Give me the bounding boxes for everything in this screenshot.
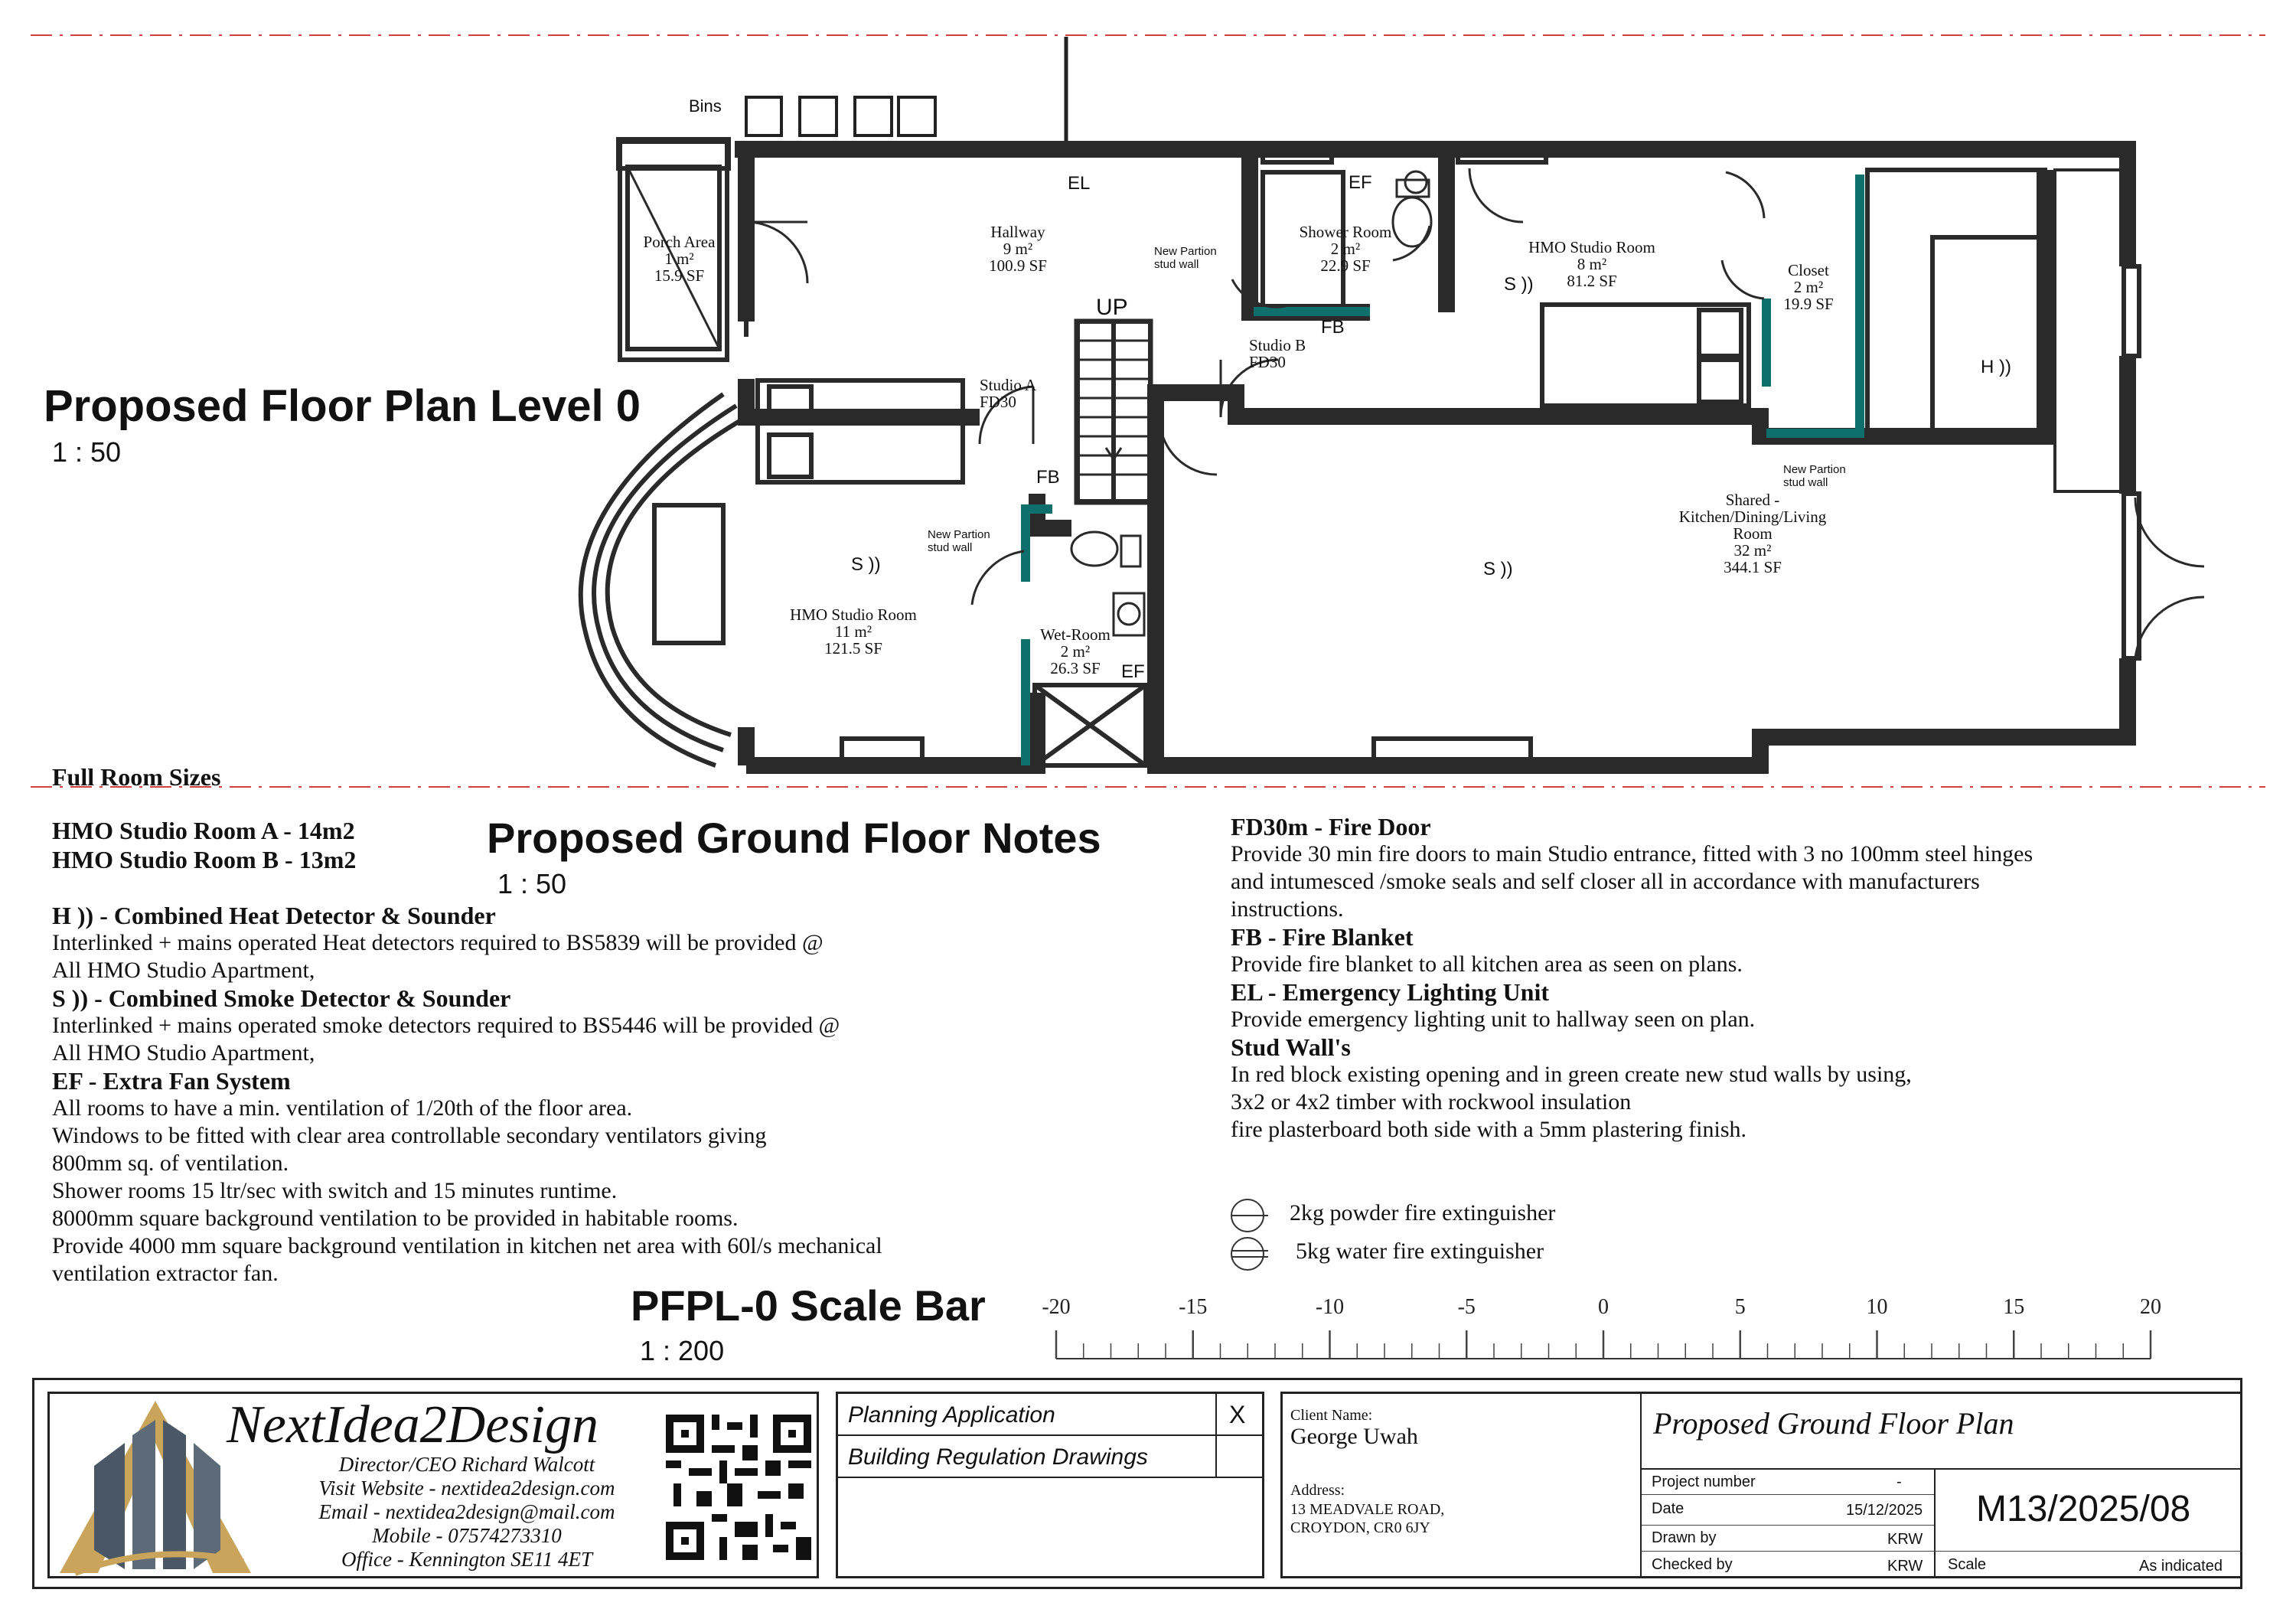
studio-a-door-label: Studio A FD30 (980, 376, 1037, 411)
smoke-detector-note-heading: S )) - Combined Smoke Detector & Sounder (52, 984, 511, 1012)
hmo-studio-top-label: HMO Studio Room 8 m² 81.2 SF (1528, 238, 1655, 290)
status-mark-divider (1215, 1394, 1217, 1478)
stud-walls-note-heading: Stud Wall's (1231, 1033, 1351, 1061)
fire-door-note-heading: FD30m - Fire Door (1231, 813, 1431, 840)
note-line: Provide 30 min fire doors to main Studio entrance, fitted with 3 no 100mm steel hinges (1231, 841, 2033, 866)
note-line: Provide emergency lighting unit to hallway seen on plan. (1231, 1007, 1756, 1032)
drawing-info-divider (1934, 1468, 1936, 1577)
notes-title: Proposed Ground Floor Notes (487, 814, 1101, 862)
drawing-number: M13/2025/08 (1976, 1489, 2191, 1529)
notes-right-column (1231, 813, 2264, 1150)
extractor-fan-label-2: EF (1121, 661, 1145, 682)
drawing-info-top-rule (1642, 1468, 2242, 1470)
checked-by-value: KRW (1887, 1558, 1923, 1575)
note-line: fire plasterboard both side with a 5mm plastering finish. (1231, 1117, 1747, 1142)
plan-scale: 1 : 50 (52, 436, 122, 468)
checked-by-label: Checked by (1652, 1556, 1733, 1573)
drawing-info-rule-2 (1642, 1525, 1934, 1526)
note-line: 8000mm square background ventilation to be provided in habitable rooms. (52, 1206, 739, 1231)
scale-bar-scale: 1 : 200 (640, 1335, 725, 1366)
note-line: Shower rooms 15 ltr/sec with switch and 15 minutes runtime. (52, 1178, 618, 1203)
powder-extinguisher-icon (1228, 1196, 1271, 1235)
fire-blanket-label-1: FB (1321, 317, 1345, 338)
powder-extinguisher-label: 2kg powder fire extinguisher (1290, 1200, 1556, 1225)
plan-title: Proposed Floor Plan Level 0 (44, 381, 641, 431)
client-name: George Uwah (1290, 1424, 1418, 1449)
note-line: instructions. (1231, 896, 1344, 922)
notes-left-column (52, 902, 1085, 1300)
emergency-lighting-note-heading: EL - Emergency Lighting Unit (1231, 978, 1550, 1006)
note-line: Windows to be fitted with clear area controllable secondary ventilators giving (52, 1123, 767, 1148)
emergency-light-label: EL (1068, 173, 1091, 194)
note-line: In red block existing opening and in green create new stud walls by using, (1231, 1062, 1912, 1087)
note-line: 3x2 or 4x2 timber with rockwool insulation (1231, 1089, 1632, 1115)
note-line: Interlinked + mains operated smoke detectors required to BS5446 will be provided @ (52, 1013, 840, 1038)
scale-bar-tick-label: 5 (1734, 1295, 1746, 1319)
date-value: 15/12/2025 (1846, 1502, 1923, 1519)
room-size-a: HMO Studio Room A - 14m2 (52, 817, 355, 844)
project-number-label: Project number (1652, 1474, 1756, 1490)
water-extinguisher-label: 5kg water fire extinguisher (1296, 1239, 1544, 1264)
scale-bar-title: PFPL-0 Scale Bar (631, 1281, 986, 1330)
company-details: Director/CEO Richard Walcott Visit Website - nextidea2design.com Email - nextidea2design@mail.com Mobile - 07574273310 Office - Kennington SE11 4ET (318, 1453, 615, 1571)
water-extinguisher-icon (1228, 1235, 1271, 1273)
shower-room-label: Shower Room 2 m² 22.9 SF (1299, 223, 1392, 275)
new-partition-label-3: New Partion stud wall (928, 528, 990, 554)
studio-b-door-label: Studio B FD30 (1249, 336, 1306, 371)
extractor-fan-label-1: EF (1349, 172, 1372, 193)
planning-application-mark: X (1229, 1401, 1246, 1428)
room-sizes-heading: Full Room Sizes (52, 763, 221, 791)
note-line: All HMO Studio Apartment, (52, 958, 315, 983)
smoke-detector-label-2: S )) (1483, 559, 1513, 579)
wet-room-label: Wet-Room 2 m² 26.3 SF (1040, 625, 1110, 677)
date-label: Date (1652, 1500, 1684, 1517)
client-address-label: Address: (1290, 1482, 1345, 1499)
smoke-detector-label-3: S )) (851, 554, 881, 575)
new-partition-label-2: New Partion stud wall (1783, 463, 1846, 489)
note-line: and intumesced /smoke seals and self closer all in accordance with manufacturers (1231, 869, 1980, 894)
scale-bar-tick-label: -5 (1457, 1295, 1476, 1319)
shared-kitchen-label: Shared - Kitchen/Dining/Living Room 32 m² 344.1 SF (1678, 491, 1827, 576)
note-line: All HMO Studio Apartment, (52, 1040, 315, 1066)
drawn-by-value: KRW (1887, 1531, 1923, 1548)
fire-blanket-label-2: FB (1036, 467, 1060, 488)
scale-value: As indicated (2139, 1558, 2223, 1575)
scale-bar-tick-label: 10 (1866, 1295, 1888, 1319)
building-regulation-label: Building Regulation Drawings (848, 1444, 1148, 1470)
scale-bar-tick-label: 15 (2003, 1295, 2025, 1319)
porch-area-label: Porch Area 1 m² 15.9 SF (643, 233, 716, 285)
extra-fan-note-heading: EF - Extra Fan System (52, 1067, 291, 1095)
hallway-label: Hallway 9 m² 100.9 SF (989, 223, 1047, 275)
scale-bar-tick-label: -20 (1042, 1295, 1071, 1319)
note-line: Interlinked + mains operated Heat detectors required to BS5839 will be provided @ (52, 930, 823, 955)
drawn-by-label: Drawn by (1652, 1529, 1717, 1546)
drawing-title: Proposed Ground Floor Plan (1653, 1406, 2014, 1441)
note-line: All rooms to have a min. ventilation of 1/20th of the floor area. (52, 1095, 633, 1121)
scale-bar-tick-label: -15 (1179, 1295, 1208, 1319)
note-line: 800mm sq. of ventilation. (52, 1150, 289, 1176)
drawing-info-rule-1 (1642, 1494, 1934, 1495)
scale-bar (1041, 1286, 2174, 1370)
client-divider (1640, 1394, 1642, 1576)
note-line: Provide fire blanket to all kitchen area as seen on plans. (1231, 951, 1743, 977)
notes-scale: 1 : 50 (497, 868, 567, 899)
fire-blanket-note-heading: FB - Fire Blanket (1231, 923, 1414, 951)
room-size-b: HMO Studio Room B - 13m2 (52, 846, 357, 873)
scale-bar-tick-label: -10 (1315, 1295, 1345, 1319)
heat-detector-label: H )) (1981, 357, 2011, 377)
client-address: 13 MEADVALE ROAD, CROYDON, CR0 6JY (1290, 1501, 1445, 1536)
project-number-value: - (1896, 1474, 1902, 1490)
client-name-label: Client Name: (1290, 1407, 1373, 1424)
closet-label: Closet 2 m² 19.9 SF (1783, 261, 1834, 313)
smoke-detector-label-1: S )) (1504, 274, 1534, 295)
stairs-up-label: UP (1096, 295, 1128, 320)
bins-label: Bins (689, 96, 722, 116)
drawing-info-rule-3 (1642, 1551, 2242, 1552)
heat-detector-note-heading: H )) - Combined Heat Detector & Sounder (52, 902, 496, 929)
note-line: Provide 4000 mm square background ventilation in kitchen net area with 60l/s mechanical (52, 1233, 882, 1258)
planning-application-label: Planning Application (848, 1402, 1055, 1428)
new-partition-label-1: New Partion stud wall (1154, 245, 1217, 271)
qr-code-icon (666, 1415, 811, 1560)
scale-bar-tick-label: 20 (2140, 1295, 2161, 1319)
scale-bar-tick-label: 0 (1598, 1295, 1609, 1319)
note-line: ventilation extractor fan. (52, 1261, 279, 1286)
scale-label: Scale (1948, 1556, 1987, 1573)
hmo-studio-bottom-label: HMO Studio Room 11 m² 121.5 SF (790, 605, 917, 658)
company-name: NextIdea2Design (227, 1395, 598, 1454)
